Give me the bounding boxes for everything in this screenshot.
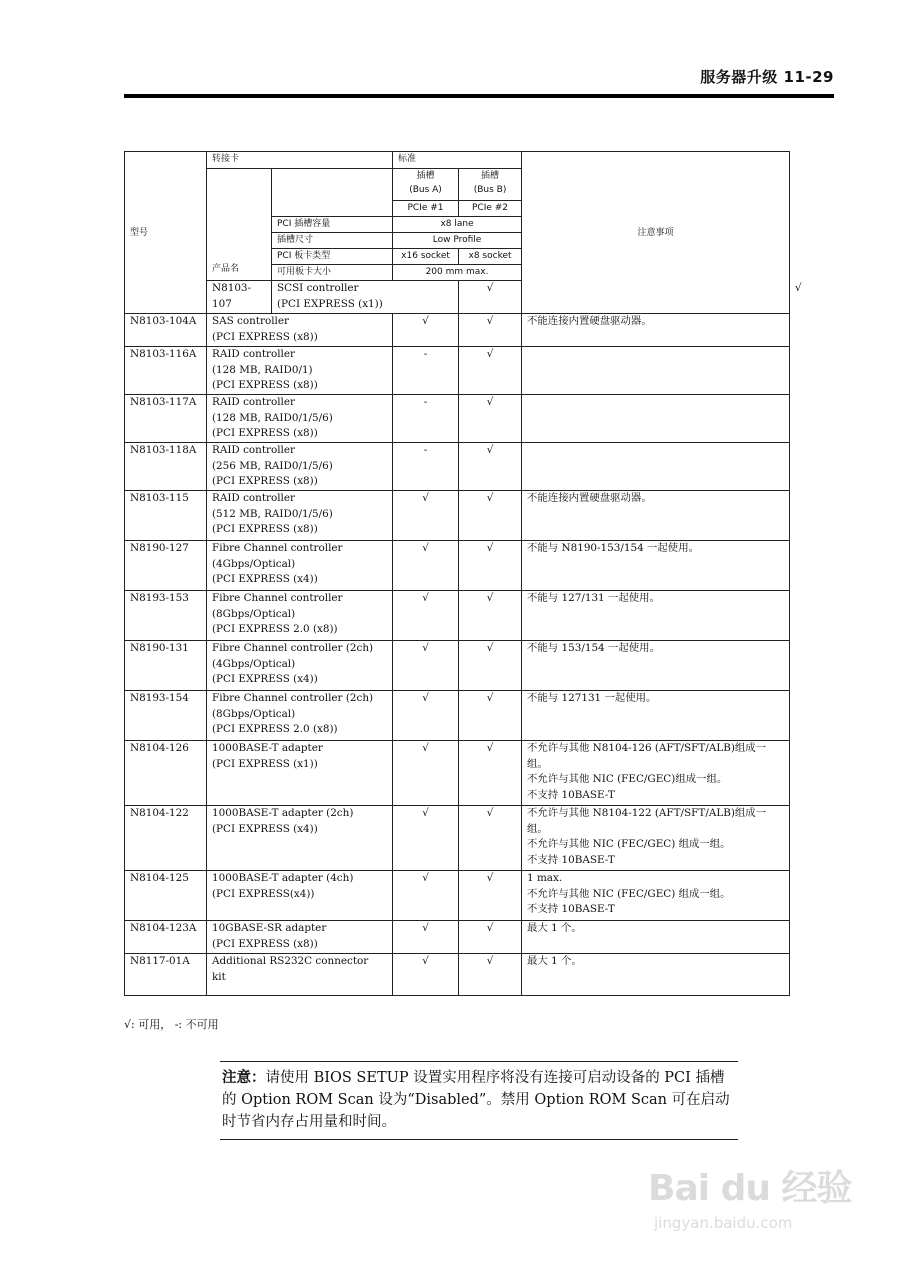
table-row xyxy=(125,954,790,996)
row-product: Additional RS232C connector kit xyxy=(207,954,393,996)
row-note: 不能与 127131 一起使用。 xyxy=(522,691,790,741)
row-slot-b: √ xyxy=(459,954,522,996)
row-model: N8103-107 xyxy=(207,281,272,314)
row-model: N8104-126 xyxy=(125,741,207,806)
row-product: 1000BASE-T adapter (PCI EXPRESS (x1)) xyxy=(207,741,393,806)
row-slot-a: √ xyxy=(393,314,459,347)
row-slot-a: √ xyxy=(393,691,459,741)
product-name-header: 产品名 xyxy=(207,169,272,281)
row-product: Fibre Channel controller (4Gbps/Optical) (PCI EXPRESS (x4)) xyxy=(207,541,393,591)
row-product: RAID controller (512 MB, RAID0/1/5/6) (PCI EXPRESS (x8)) xyxy=(207,491,393,541)
table-row xyxy=(125,443,790,491)
spec-value: Low Profile xyxy=(393,233,522,249)
row-product: RAID controller (128 MB, RAID0/1) (PCI EXPRESS (x8)) xyxy=(207,347,393,395)
row-model: N8190-127 xyxy=(125,541,207,591)
table-row xyxy=(125,641,790,691)
spec-label: 可用板卡大小 xyxy=(272,265,393,281)
table-body xyxy=(125,152,802,996)
row-model: N8190-131 xyxy=(125,641,207,691)
row-slot-b: √ xyxy=(459,541,522,591)
row-product: RAID controller (256 MB, RAID0/1/5/6) (PCI EXPRESS (x8)) xyxy=(207,443,393,491)
row-slot-b: √ xyxy=(459,806,522,871)
spec-label: 插槽尺寸 xyxy=(272,233,393,249)
row-slot-b: √ xyxy=(459,741,522,806)
row-slot-a: √ xyxy=(459,281,522,314)
spec-value: 200 mm max. xyxy=(393,265,522,281)
row-slot-b: √ xyxy=(459,347,522,395)
table-row xyxy=(125,491,790,541)
row-slot-b: √ xyxy=(459,395,522,443)
table-row xyxy=(125,741,790,806)
legend: √: 可用， -: 不可用 xyxy=(124,1018,219,1031)
table-row: N8103-107 SCSI controller (PCI EXPRESS (x1)) √ √ xyxy=(125,281,790,314)
watermark-url: jingyan.baidu.com xyxy=(654,1214,793,1232)
row-slot-b: √ xyxy=(459,591,522,641)
spec-label: PCI 板卡类型 xyxy=(272,249,393,265)
row-slot-a: √ xyxy=(393,591,459,641)
note-label: 注意： xyxy=(222,1070,266,1086)
row-slot-a: - xyxy=(393,395,459,443)
pci-card-table xyxy=(124,151,802,996)
slot-b-header: 插槽 (Bus B) xyxy=(459,169,522,201)
row-product: Fibre Channel controller (2ch) (8Gbps/Optical) (PCI EXPRESS 2.0 (x8)) xyxy=(207,691,393,741)
table-row xyxy=(125,395,790,443)
row-model: N8103-117A xyxy=(125,395,207,443)
row-note xyxy=(522,395,790,443)
row-model: N8104-122 xyxy=(125,806,207,871)
row-note: 1 max. 不允许与其他 NIC (FEC/GEC) 组成一组。 不支持 10BASE-T xyxy=(522,871,790,921)
riser-header: 转接卡 xyxy=(207,152,393,169)
row-model: N8117-01A xyxy=(125,954,207,996)
row-slot-a: √ xyxy=(393,491,459,541)
row-product: RAID controller (128 MB, RAID0/1/5/6) (PCI EXPRESS (x8)) xyxy=(207,395,393,443)
row-slot-a: √ xyxy=(393,871,459,921)
row-note: 不能连接内置硬盘驱动器。 xyxy=(522,491,790,541)
row-slot-b: √ xyxy=(459,443,522,491)
note-box xyxy=(220,1061,738,1140)
row-product: 1000BASE-T adapter (2ch) (PCI EXPRESS (x4)) xyxy=(207,806,393,871)
row-note: 最大 1 个。 xyxy=(522,954,790,996)
row-model: N8103-116A xyxy=(125,347,207,395)
row-model: N8103-104A xyxy=(125,314,207,347)
row-note: 不能与 N8190-153/154 一起使用。 xyxy=(522,541,790,591)
row-product: Fibre Channel controller (2ch) (4Gbps/Optical) (PCI EXPRESS (x4)) xyxy=(207,641,393,691)
table-row xyxy=(125,347,790,395)
table-row xyxy=(125,541,790,591)
row-slot-a: √ xyxy=(393,641,459,691)
table-row xyxy=(125,314,790,347)
row-product: SAS controller (PCI EXPRESS (x8)) xyxy=(207,314,393,347)
notes-header: 注意事项 xyxy=(522,152,790,314)
row-note: 不允许与其他 N8104-122 (AFT/SFT/ALB)组成一组。 不允许与其他 NIC (FEC/GEC) 组成一组。 不支持 10BASE-T xyxy=(522,806,790,871)
row-note: 不能与 153/154 一起使用。 xyxy=(522,641,790,691)
page-title: 服务器升级 11-29 xyxy=(700,68,834,86)
row-slot-b: √ xyxy=(459,641,522,691)
row-note xyxy=(522,443,790,491)
row-product: 10GBASE-SR adapter (PCI EXPRESS (x8)) xyxy=(207,921,393,954)
row-slot-b: √ xyxy=(459,921,522,954)
header-blank-cell xyxy=(272,169,393,217)
spec-value-a: x16 socket xyxy=(393,249,459,265)
row-slot-a: - xyxy=(393,443,459,491)
row-note: 不允许与其他 N8104-126 (AFT/SFT/ALB)组成一组。 不允许与其他 NIC (FEC/GEC)组成一组。 不支持 10BASE-T xyxy=(522,741,790,806)
standard-header: 标准 xyxy=(393,152,522,169)
row-slot-a: √ xyxy=(393,921,459,954)
page-header xyxy=(124,60,834,98)
table-row xyxy=(125,691,790,741)
header-row xyxy=(125,152,790,169)
row-slot-a: √ xyxy=(393,954,459,996)
row-product: Fibre Channel controller (8Gbps/Optical) (PCI EXPRESS 2.0 (x8)) xyxy=(207,591,393,641)
watermark xyxy=(640,1150,860,1250)
row-product: SCSI controller (PCI EXPRESS (x1)) xyxy=(272,281,459,314)
note-text: 请使用 BIOS SETUP 设置实用程序将没有连接可启动设备的 PCI 插槽的 Option ROM Scan 设为“Disabled”。禁用 Option ROM Scan 可在启动时节省内存占用量和时间。 xyxy=(222,1070,730,1130)
row-slot-b: √ xyxy=(459,691,522,741)
row-note: 不能连接内置硬盘驱动器。 xyxy=(522,314,790,347)
row-note: 最大 1 个。 xyxy=(522,921,790,954)
row-slot-a: - xyxy=(393,347,459,395)
row-model: N8193-154 xyxy=(125,691,207,741)
row-slot-b: √ xyxy=(459,491,522,541)
row-model: N8103-118A xyxy=(125,443,207,491)
row-product: 1000BASE-T adapter (4ch) (PCI EXPRESS(x4)) xyxy=(207,871,393,921)
row-slot-b: √ xyxy=(459,314,522,347)
watermark-logo: Bai du 经验 xyxy=(648,1168,852,1209)
row-model: N8104-125 xyxy=(125,871,207,921)
table-row xyxy=(125,921,790,954)
row-model: N8104-123A xyxy=(125,921,207,954)
row-model: N8103-115 xyxy=(125,491,207,541)
row-slot-b: √ xyxy=(459,871,522,921)
spec-value-b: x8 socket xyxy=(459,249,522,265)
table-row xyxy=(125,871,790,921)
model-header: 型号 xyxy=(125,152,207,314)
row-slot-a: √ xyxy=(393,806,459,871)
row-slot-a: √ xyxy=(393,541,459,591)
pcie1-header: PCIe #1 xyxy=(393,201,459,217)
row-model: N8193-153 xyxy=(125,591,207,641)
row-note: 不能与 127/131 一起使用。 xyxy=(522,591,790,641)
pcie2-header: PCIe #2 xyxy=(459,201,522,217)
spec-label: PCI 插槽容量 xyxy=(272,217,393,233)
table-row xyxy=(125,591,790,641)
spec-value: x8 lane xyxy=(393,217,522,233)
row-note xyxy=(522,347,790,395)
table-row xyxy=(125,806,790,871)
row-slot-a: √ xyxy=(393,741,459,806)
slot-a-header: 插槽 (Bus A) xyxy=(393,169,459,201)
